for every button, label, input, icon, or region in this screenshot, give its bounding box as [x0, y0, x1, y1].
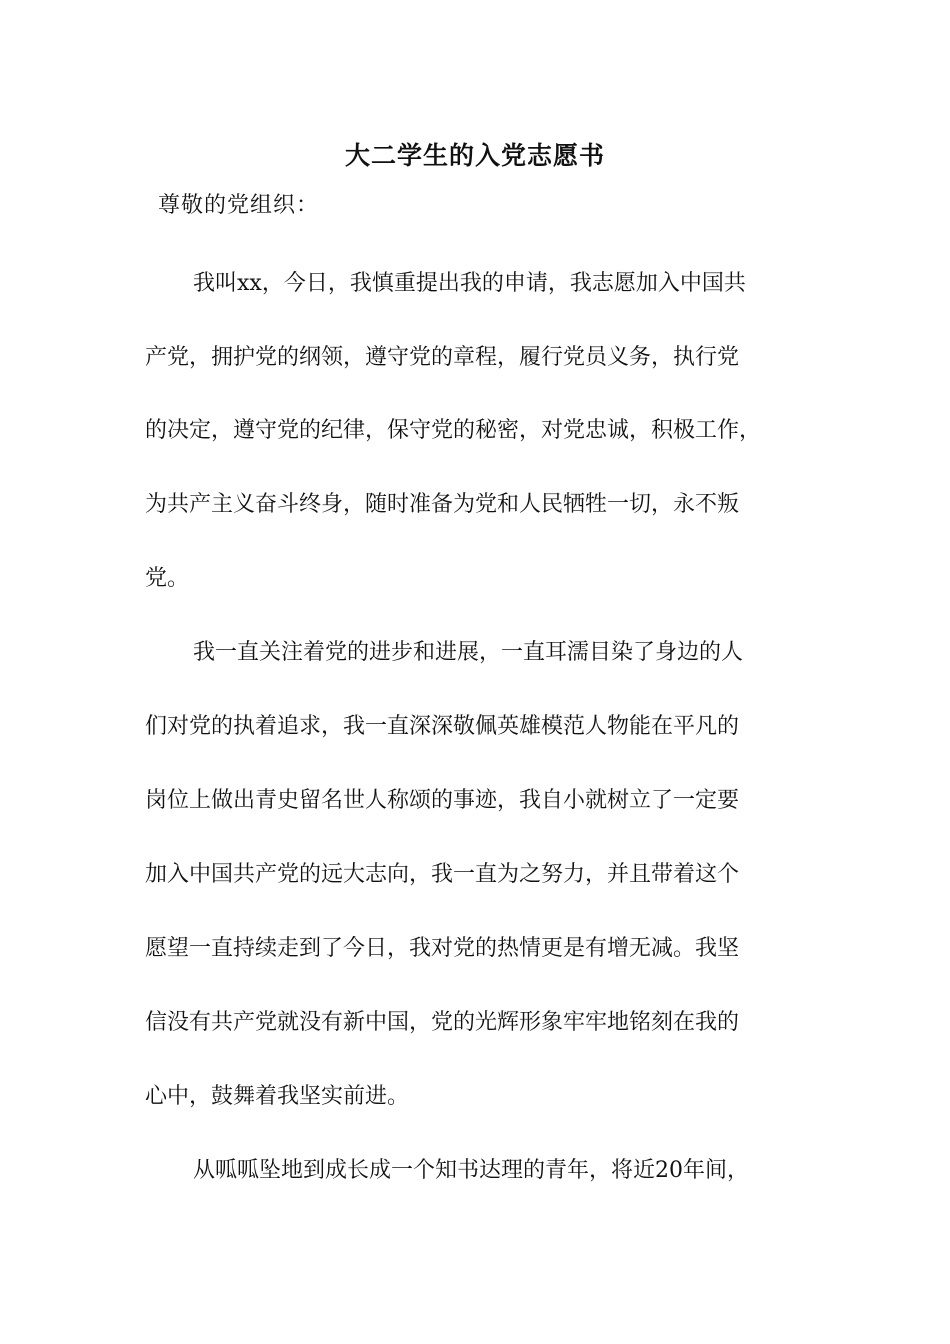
paragraph-line: 我一直关注着党的进步和进展，一直耳濡目染了身边的人 [193, 640, 744, 665]
document-title: 大二学生的入党志愿书 [344, 141, 605, 170]
paragraph-line: 的决定，遵守党的纪律，保守党的秘密，对党忠诚，积极工作， [145, 418, 762, 443]
paragraph-line: 心中，鼓舞着我坚实前进。 [145, 1084, 410, 1109]
paragraph-line: 信没有共产党就没有新中国，党的光辉形象牢牢地铭刻在我的 [145, 1010, 740, 1035]
paragraph-line: 我叫xx，今日，我慎重提出我的申请，我志愿加入中国共 [193, 271, 746, 296]
paragraph-line: 从呱呱坠地到成长成一个知书达理的青年，将近20年间， [193, 1158, 749, 1183]
paragraph-line: 们对党的执着追求，我一直深深敬佩英雄模范人物能在平凡的 [145, 714, 740, 739]
salutation: 尊敬的党组织： [158, 193, 320, 218]
paragraph-line: 党。 [145, 566, 190, 591]
paragraph-line: 岗位上做出青史留名世人称颂的事迹，我自小就树立了一定要 [145, 788, 740, 813]
paragraph-line: 愿望一直持续走到了今日，我对党的热情更是有增无减。我坚 [145, 936, 740, 961]
paragraph-line: 为共产主义奋斗终身，随时准备为党和人民牺牲一切，永不叛 [145, 492, 740, 517]
paragraph-line: 加入中国共产党的远大志向，我一直为之努力，并且带着这个 [145, 862, 740, 887]
paragraph-line: 产党，拥护党的纲领，遵守党的章程，履行党员义务，执行党 [145, 345, 740, 370]
